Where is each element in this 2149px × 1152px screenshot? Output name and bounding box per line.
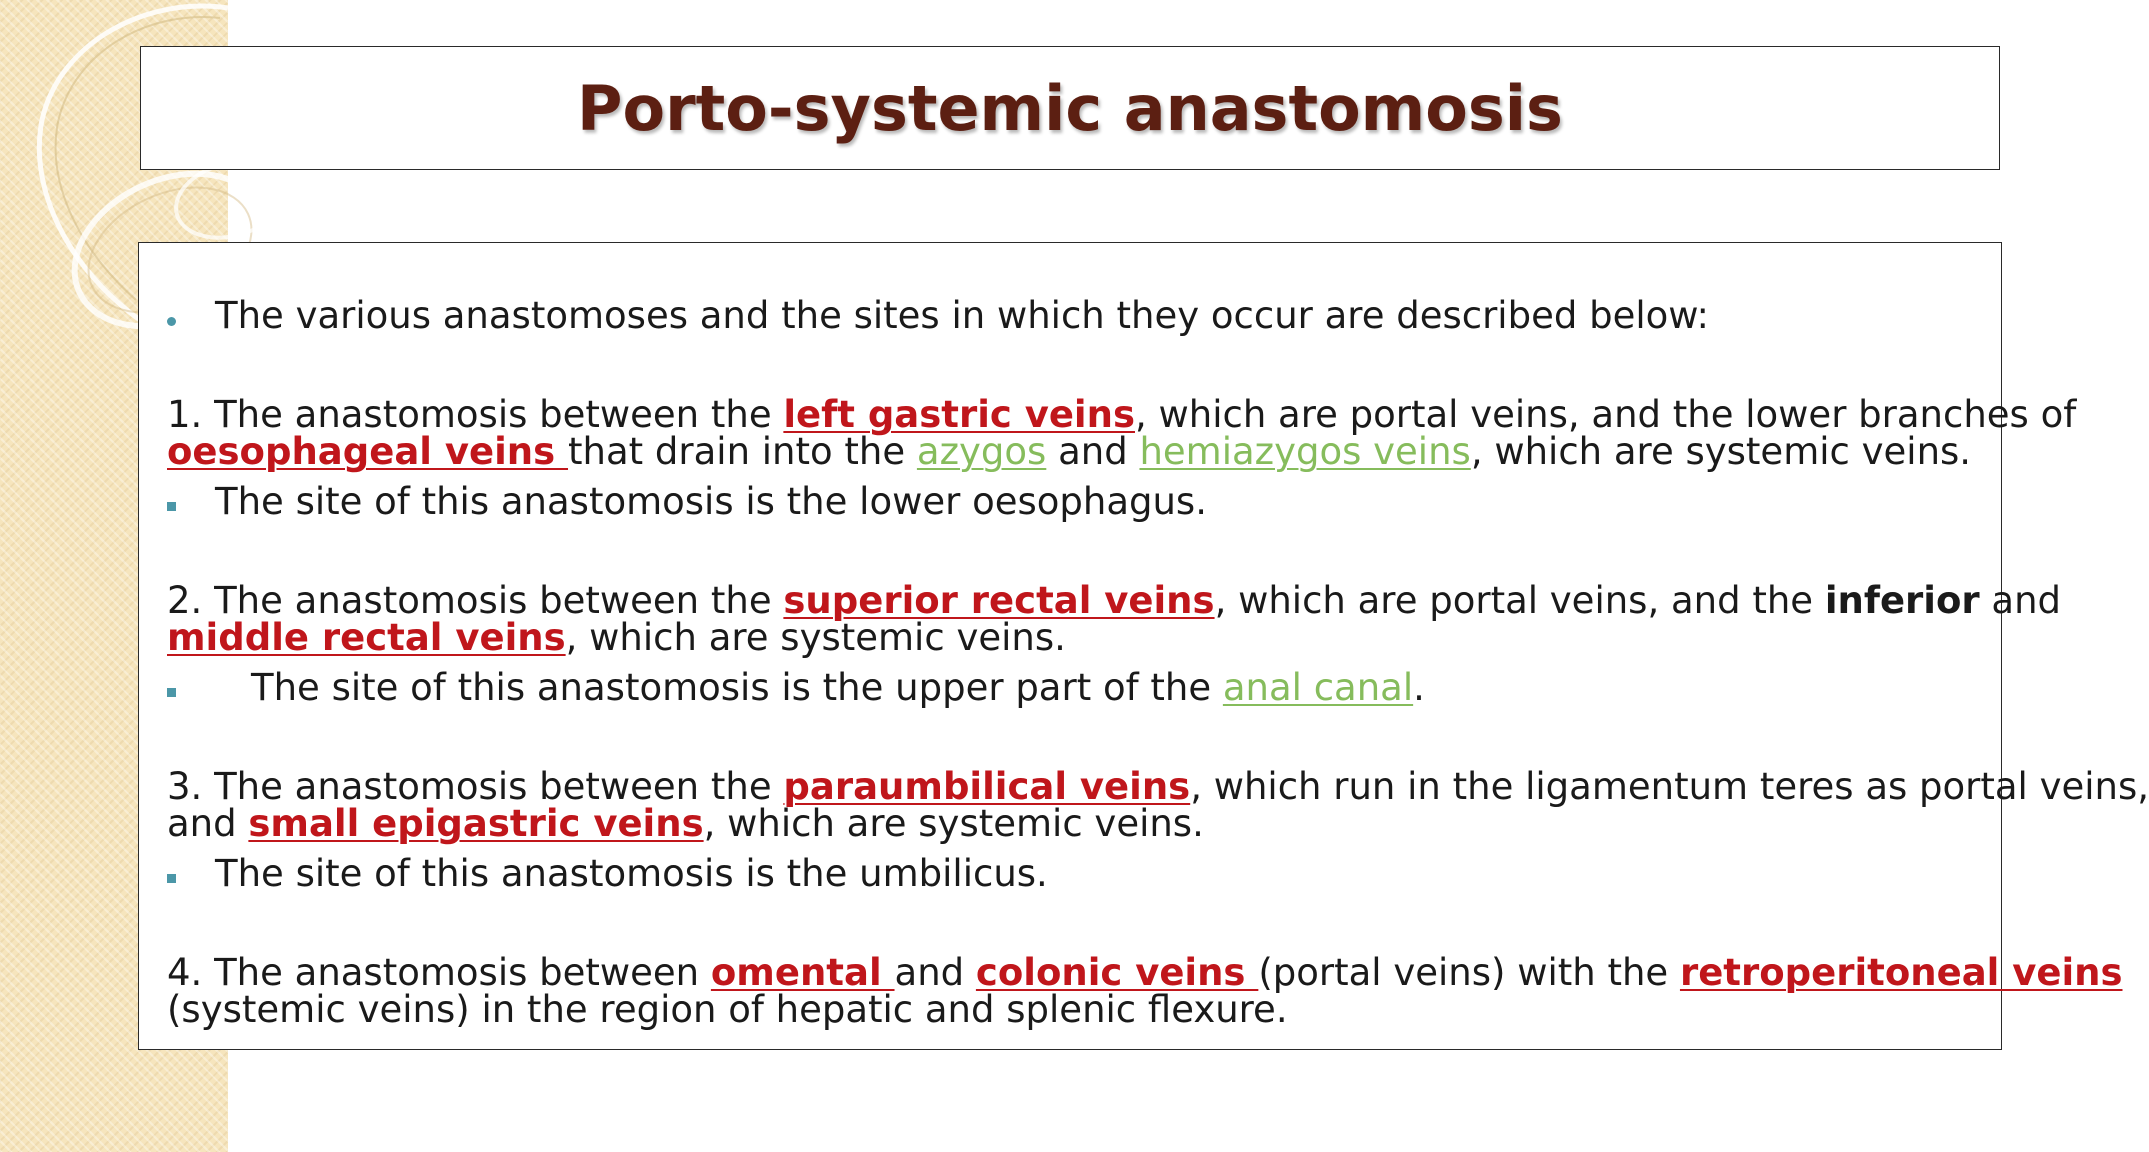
term-oesophageal-veins: oesophageal veins	[167, 430, 569, 473]
term-inferior: inferior	[1824, 579, 1980, 622]
item1-line2: oesophageal veins that drain into the azygos and hemiazygos veins, which are systemic veins.	[167, 430, 1972, 473]
item2-line1: 2. The anastomosis between the superior rectal veins, which are portal veins, and the inferior and	[167, 579, 2062, 622]
term-omental: omental	[710, 951, 895, 994]
item2-site: The site of this anastomosis is the upper part of the anal canal.	[251, 666, 1425, 709]
intro-text: The various anastomoses and the sites in which they occur are described below:	[215, 294, 1709, 337]
item2-line2: middle rectal veins, which are systemic veins.	[167, 616, 1066, 659]
term-hemiazygos-veins: hemiazygos veins	[1139, 430, 1471, 473]
item3-line2: and small epigastric veins, which are systemic veins.	[167, 802, 1204, 845]
term-retroperitoneal-veins: retroperitoneal veins	[1679, 951, 2123, 994]
item4-line1: 4. The anastomosis between omental and colonic veins (portal veins) with the retroperitoneal veins	[167, 951, 2123, 994]
item1-line1: 1. The anastomosis between the left gastric veins, which are portal veins, and the lower branches of	[167, 393, 2077, 436]
term-small-epigastric-veins: small epigastric veins	[248, 802, 704, 845]
term-middle-rectal-veins: middle rectal veins	[167, 616, 566, 659]
square-bullet-icon	[167, 874, 176, 883]
content-box	[138, 242, 2149, 1050]
slide-title: Porto-systemic anastomosis	[577, 71, 1563, 145]
term-left-gastric-veins: left gastric veins	[783, 393, 1135, 436]
item1-site: The site of this anastomosis is the lower oesophagus.	[215, 480, 1207, 523]
term-paraumbilical-veins: paraumbilical veins	[783, 765, 1191, 808]
item3-line1: 3. The anastomosis between the paraumbilical veins, which run in the ligamentum teres as portal veins,	[167, 765, 2149, 808]
round-bullet-icon	[167, 317, 176, 326]
item3-site: The site of this anastomosis is the umbilicus.	[215, 852, 1048, 895]
square-bullet-icon	[167, 502, 176, 511]
term-anal-canal: anal canal	[1222, 666, 1414, 709]
square-bullet-icon	[167, 688, 176, 697]
title-box	[140, 46, 2000, 170]
item4-line2: (systemic veins) in the region of hepatic and splenic flexure.	[167, 988, 1288, 1031]
term-superior-rectal-veins: superior rectal veins	[783, 579, 1215, 622]
term-azygos: azygos	[916, 430, 1047, 473]
term-colonic-veins: colonic veins	[975, 951, 1259, 994]
